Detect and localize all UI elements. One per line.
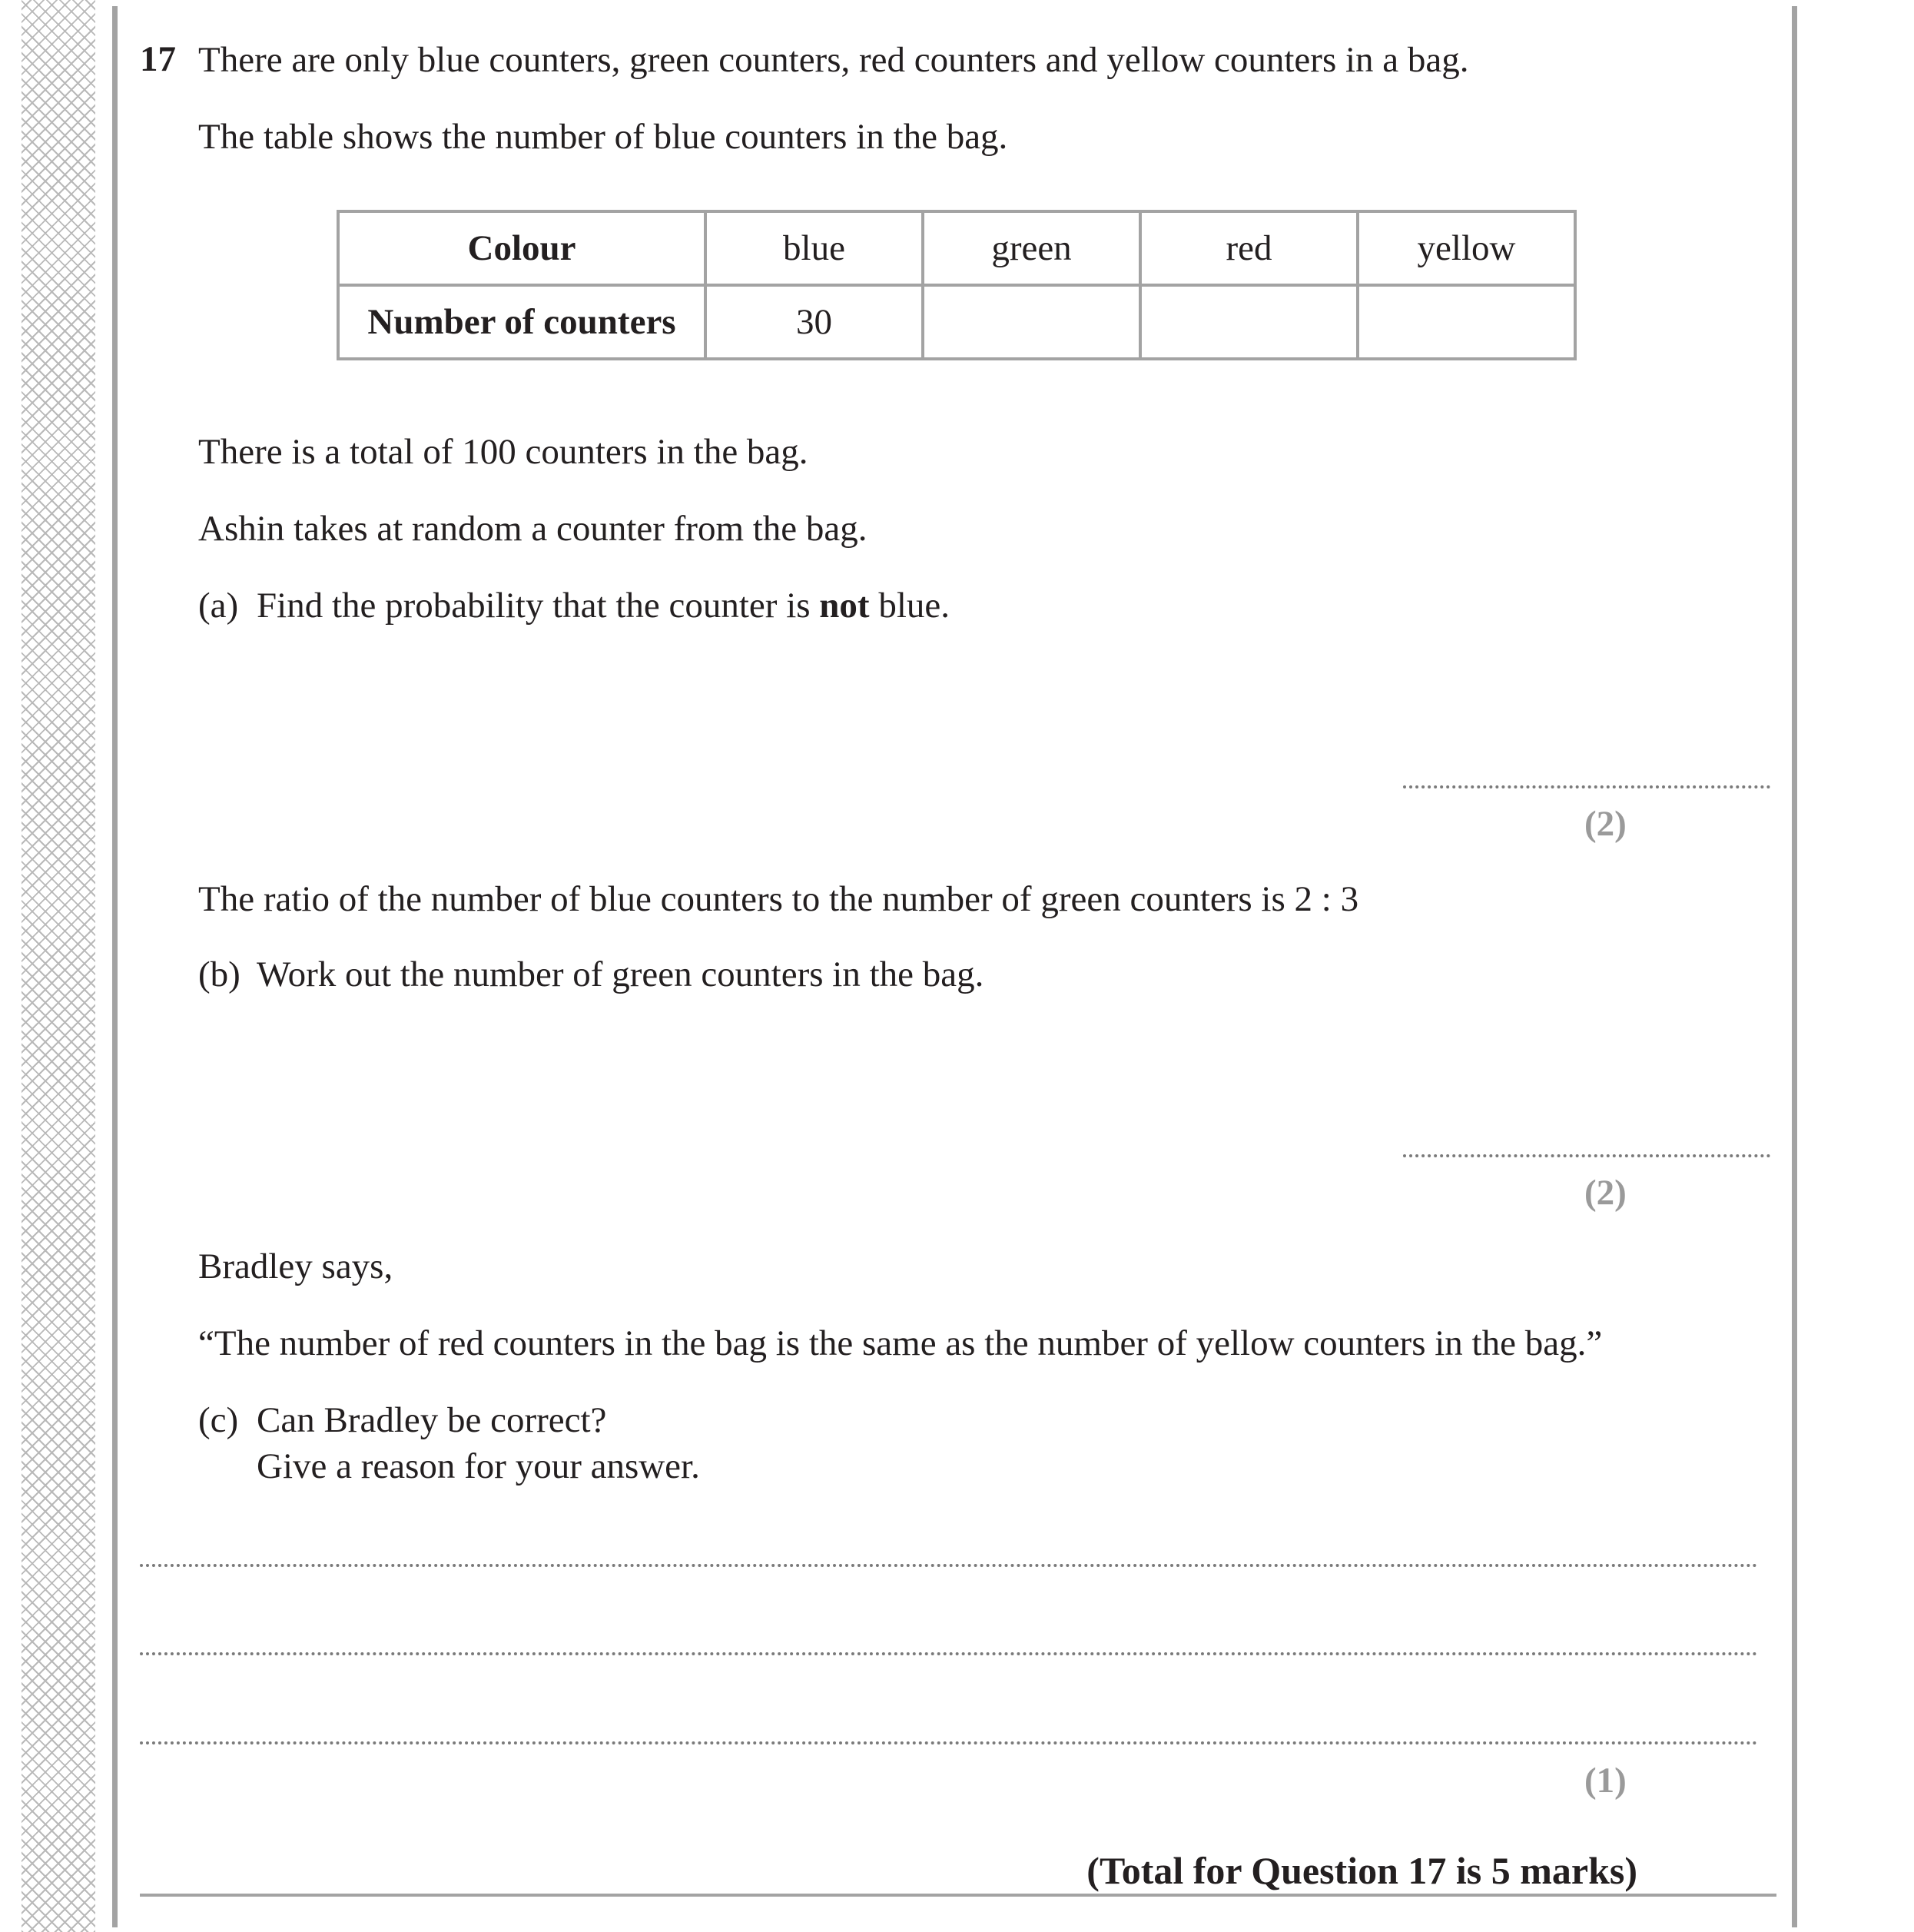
part-b-label: (b)	[198, 954, 240, 994]
ratio-text: The ratio of the number of blue counters to the number of green counters is 2 : 3	[198, 879, 1359, 919]
part-c-answer-line-3[interactable]	[140, 1741, 1758, 1744]
part-c-question: Can Bradley be correct?	[257, 1400, 607, 1440]
bottom-rule	[140, 1894, 1776, 1897]
table-cell-count-yellow[interactable]	[1358, 285, 1575, 359]
table-cell-count-red[interactable]	[1140, 285, 1358, 359]
part-b-answer-line[interactable]	[1403, 1154, 1770, 1157]
total-counters-text: There is a total of 100 counters in the bag.	[198, 432, 808, 472]
part-b-marks: (2)	[1584, 1173, 1627, 1213]
table-row-count	[338, 285, 1575, 359]
right-page-rule	[1792, 6, 1797, 1927]
table-cell-colour-green: green	[923, 211, 1140, 285]
table-cell-colour-blue: blue	[705, 211, 923, 285]
left-page-rule	[112, 6, 118, 1927]
table-cell-count-blue: 30	[705, 285, 923, 359]
part-c-answer-line-1[interactable]	[140, 1564, 1758, 1567]
part-c-answer-line-2[interactable]	[140, 1652, 1758, 1655]
part-c-marks: (1)	[1584, 1761, 1627, 1801]
bradley-says-text: Bradley says,	[198, 1247, 393, 1286]
question-number: 17	[140, 39, 176, 79]
part-a-question: Find the probability that the counter is not blue.	[257, 586, 950, 626]
table-row-colour	[338, 211, 1575, 285]
part-c-label: (c)	[198, 1400, 239, 1440]
table-header-colour: Colour	[338, 211, 705, 285]
bradley-quote: “The number of red counters in the bag is the same as the number of yellow counters in the bag.”	[198, 1323, 1603, 1363]
table-intro: The table shows the number of blue counters in the bag.	[198, 117, 1008, 157]
part-a-marks: (2)	[1584, 804, 1627, 844]
part-a-answer-line[interactable]	[1403, 785, 1770, 788]
part-a-emphasis: not	[819, 586, 870, 626]
random-draw-text: Ashin takes at random a counter from the bag.	[198, 509, 867, 549]
table-cell-count-green[interactable]	[923, 285, 1140, 359]
part-b-question: Work out the number of green counters in the bag.	[257, 954, 984, 994]
counters-table	[337, 210, 1577, 360]
part-a-label: (a)	[198, 586, 239, 626]
table-cell-colour-red: red	[1140, 211, 1358, 285]
do-not-write-margin	[22, 0, 95, 1932]
table-cell-colour-yellow: yellow	[1358, 211, 1575, 285]
question-intro: There are only blue counters, green counters, red counters and yellow counters in a bag.	[198, 40, 1469, 80]
part-c-instruction: Give a reason for your answer.	[257, 1446, 700, 1486]
total-marks: (Total for Question 17 is 5 marks)	[1086, 1849, 1637, 1892]
table-header-number-of-counters: Number of counters	[338, 285, 705, 359]
